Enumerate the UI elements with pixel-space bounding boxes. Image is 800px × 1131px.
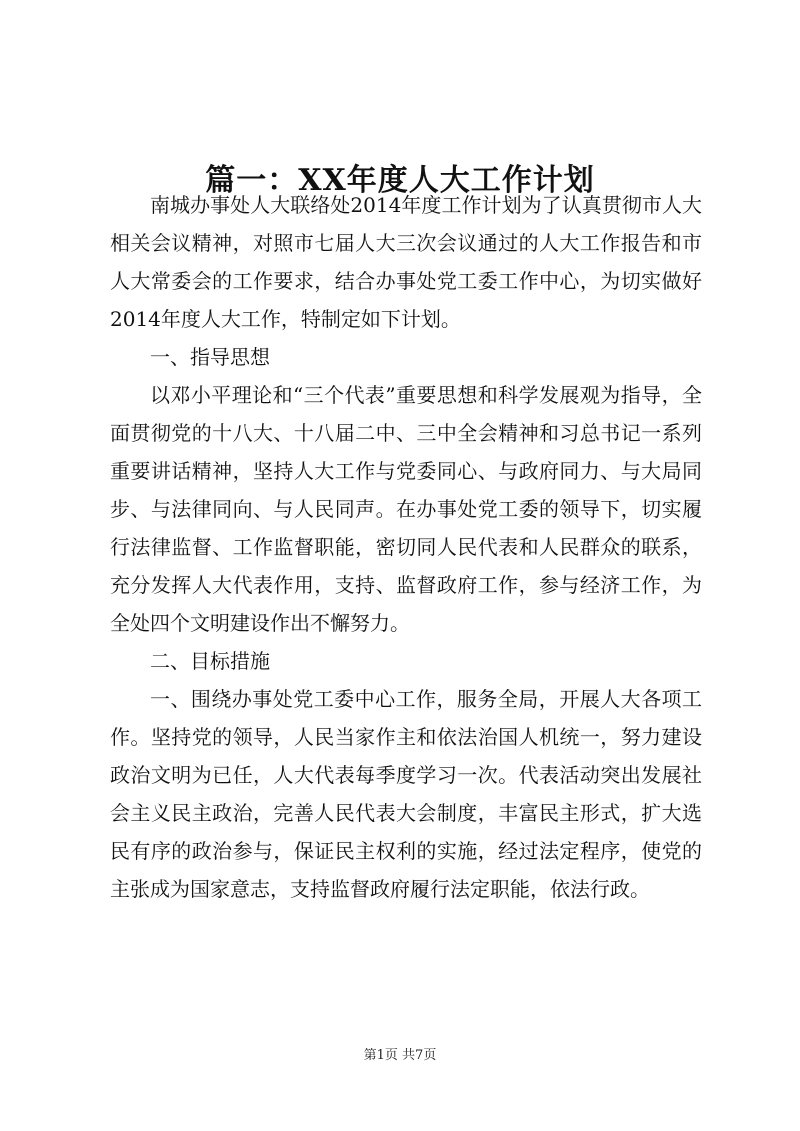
page-footer: 第1页 共7页	[363, 1048, 437, 1063]
goals-measures-paragraph: 一、围绕办事处党工委中心工作，服务全局，开展人大各项工作。坚持党的领导，人民当家作主和依法治国人机统一，努力建设政治文明为已任，人大代表每季度学习一次。代表活动突出发展社会主义民主政治，完善人民代表大会制度，丰富民主形式，扩大选民有序的政治参与，保证民主权利的实施，经过法定程序，使党的主张成为国家意志，支持监督政府履行法定职能，依法行政。	[110, 687, 702, 901]
intro-paragraph: 南城办事处人大联络处2014年度工作计划为了认真贯彻市人大相关会议精神，对照市七届人大三次会议通过的人大工作报告和市人大常委会的工作要求，结合办事处党工委工作中心，为切实做好2014年度人大工作，特制定如下计划。	[110, 193, 702, 331]
document-body	[110, 186, 702, 908]
guiding-ideology-paragraph: 以邓小平理论和“三个代表”重要思想和科学发展观为指导，全面贯彻党的十八大、十八届二中、三中全会精神和习总书记一系列重要讲话精神，坚持人大工作与党委同心、与政府同力、与大局同步、与法律同向、与人民同声。在办事处党工委的领导下，切实履行法律监督、工作监督职能，密切同人民代表和人民群众的联系，充分发挥人大代表作用，支持、监督政府工作，参与经济工作，为全处四个文明建设作出不懈努力。	[110, 383, 702, 635]
section-heading-guiding-ideology: 一、指导思想	[150, 345, 270, 369]
document-title: 篇一：XX年度人大工作计划	[205, 163, 595, 199]
section-heading-goals-measures: 二、目标措施	[150, 649, 270, 673]
